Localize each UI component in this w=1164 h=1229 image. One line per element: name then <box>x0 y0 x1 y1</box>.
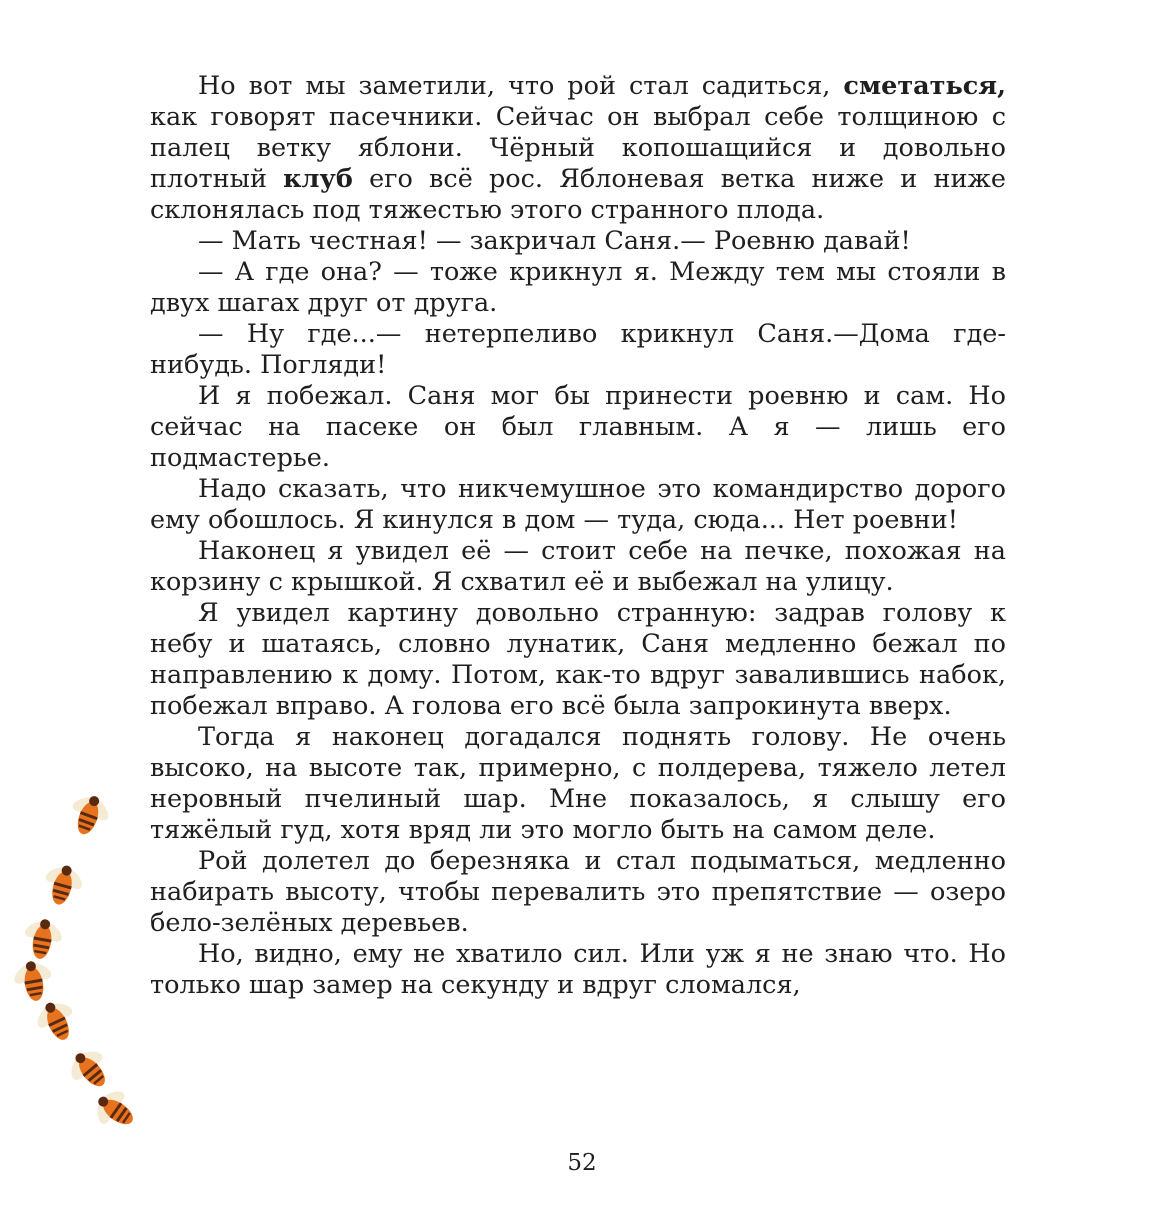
paragraph: Рой долетел до березняка и стал подыматься, медленно набирать высоту, чтобы перевалить это препятствие — озеро бело-зелёных деревьев. <box>150 846 1006 938</box>
bee-icon <box>37 858 90 910</box>
bee-icon <box>85 1080 144 1140</box>
paragraph-text: его всё рос. Яблоневая ветка ниже и ниже склонялась под тяжестью этого странного плода. <box>150 164 1006 225</box>
paragraph: — А где она? — тоже крикнул я. Между тем мы стояли в двух шагах друг от друга. <box>150 257 1006 318</box>
paragraph-text: Но вот мы заметили, что рой стал садиться, <box>198 71 844 101</box>
bee-icon <box>18 914 68 963</box>
paragraph: — Мать честная! — закричал Саня.— Роевню давай! <box>198 226 911 256</box>
paragraph-text: как говорят пасечники. Сейчас он выбрал себе толщиною с палец ветку яблони. Чёрный копошащийся и довольно плотный <box>150 102 1006 194</box>
bold-term: сметаться, <box>843 71 1006 101</box>
bold-term: клуб <box>283 164 353 194</box>
paragraph: Тогда я наконец догадался поднять голову. Не очень высоко, на высоте так, примерно, с полдерева, тяжело летел неровный пчелиный шар. Мне показалось, я слышу его тяжёлый гуд, хотя вряд ли это могло быть на самом деле. <box>150 722 1006 845</box>
bee-icon <box>62 787 117 841</box>
page-body <box>150 71 1006 1001</box>
bee-icon <box>8 956 58 1005</box>
paragraph: Но, видно, ему не хватило сил. Или уж я не знаю что. Но только шар замер на секунду и вдруг сломался, <box>150 939 1006 1000</box>
paragraph: И я побежал. Саня мог бы принести роевню и сам. Но сейчас на пасеке он был главным. А я — лишь его подмастерье. <box>150 381 1006 473</box>
paragraph: Наконец я увидел её — стоит себе на печке, похожая на корзину с крышкой. Я схватил её и выбежал на улицу. <box>150 536 1006 597</box>
page-number: 52 <box>567 1150 597 1176</box>
paragraph: — Ну где...— нетерпеливо крикнул Саня.—Дома где-нибудь. Погляди! <box>150 319 1006 380</box>
bee-swarm-illustration <box>0 780 170 1160</box>
paragraph <box>150 71 1006 226</box>
bee-icon <box>59 1039 119 1099</box>
paragraph: Я увидел картину довольно странную: задрав голову к небу и шатаясь, словно лунатик, Саня медленно бежал по направлению к дому. Потом, как-то вдруг завалившись набок, побежал вправо. А голова его всё была запрокинута вверх. <box>150 598 1006 721</box>
paragraph: Надо сказать, что никчемушное это командирство дорого ему обошлось. Я кинулся в дом — туда, сюда... Нет роевни! <box>150 474 1006 535</box>
